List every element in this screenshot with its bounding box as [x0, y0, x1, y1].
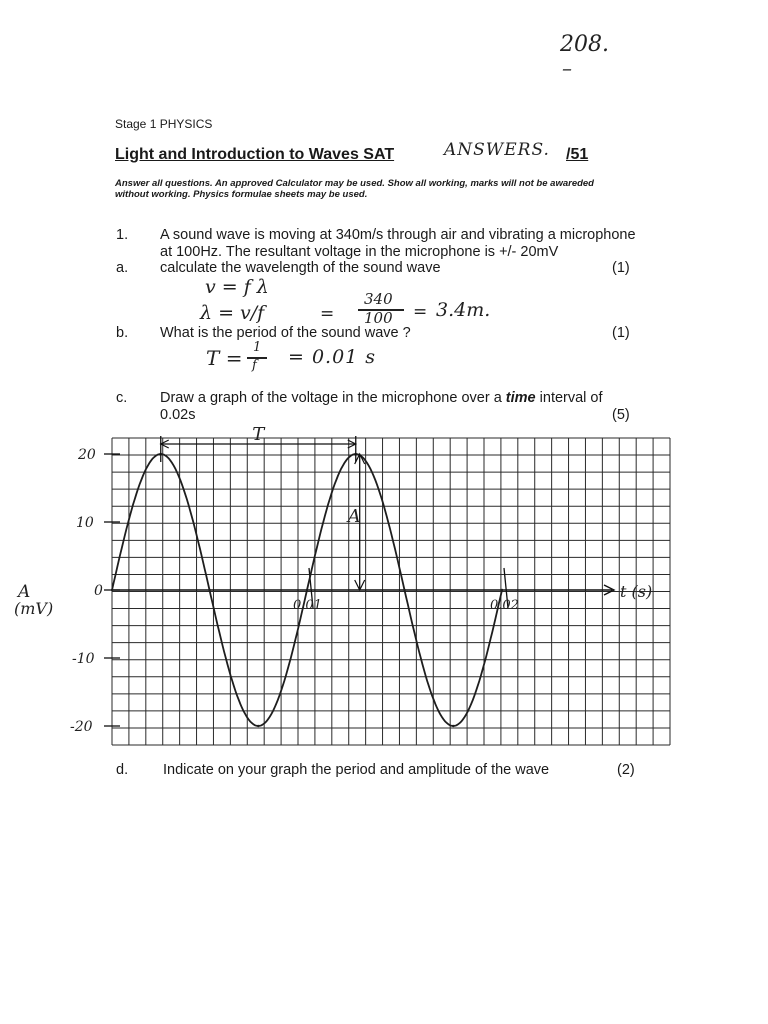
x-tick-label-0-01: 0.01 [293, 598, 322, 613]
part-a-eq-1: = [320, 304, 335, 324]
data-point [111, 589, 113, 591]
part-a-work-lhs: λ = v/f [200, 302, 265, 324]
x-axis-label: t (s) [620, 582, 653, 601]
part-a-result: 3.4m. [436, 299, 491, 321]
instructions-line-2: without working. Physics formulae sheets may be used. [115, 189, 368, 200]
part-a-work-1: v = f λ [205, 276, 269, 298]
part-b-result: = 0.01 s [288, 346, 377, 368]
part-a-frac-den: 100 [364, 309, 393, 327]
part-d-label: d. [116, 762, 129, 778]
graph-grid [112, 438, 670, 745]
part-c-text-pre: Draw a graph of the voltage in the microphone over a [160, 390, 506, 406]
part-a-marks: (1) [612, 260, 630, 276]
y-axis-label: A [18, 582, 31, 602]
x-tick-label-0-02: 0.02 [490, 598, 519, 613]
part-a-text: calculate the wavelength of the sound wave [160, 260, 441, 276]
part-b-marks: (1) [612, 325, 630, 341]
part-a-frac-num: 340 [364, 290, 393, 308]
part-b-label: b. [116, 325, 129, 341]
part-c-text-line-2: 0.02s [160, 407, 196, 423]
page-title: Light and Introduction to Waves SAT [115, 146, 395, 163]
part-b-text: What is the period of the sound wave ? [160, 325, 411, 341]
part-c-label: c. [116, 390, 128, 406]
amplitude-label: A [347, 506, 361, 527]
y-tick-label-10: 10 [76, 515, 94, 531]
data-point [452, 725, 454, 727]
part-b-frac-num: 1 [253, 340, 262, 355]
data-point [306, 589, 308, 591]
score-annotation: 208. [560, 32, 609, 57]
y-tick-label-neg10: -10 [72, 651, 95, 667]
total-marks: /51 [566, 146, 589, 163]
part-d-text: Indicate on your graph the period and amplitude of the wave [163, 762, 550, 778]
y-axis-unit: (mV) [14, 599, 54, 618]
graph-axes [104, 454, 614, 726]
part-c-text-post: interval of [535, 390, 603, 406]
question-1-number: 1. [116, 227, 129, 243]
data-point [403, 589, 405, 591]
part-d-marks: (2) [617, 762, 635, 778]
question-1-stem-2: at 100Hz. The resultant voltage in the microphone is +/- 20mV [160, 244, 559, 260]
data-point [208, 589, 210, 591]
y-tick-label-neg20: -20 [70, 719, 93, 735]
score-underline: – [562, 56, 572, 80]
course-label: Stage 1 PHYSICS [115, 117, 213, 131]
instructions-line-1: Answer all questions. An approved Calculator may be used. Show all working, marks will not be awareded [115, 178, 594, 189]
part-b-frac-den: f [252, 358, 257, 373]
y-tick-label-0: 0 [94, 583, 103, 599]
part-c-text-emphasis: time [505, 390, 536, 406]
question-1-stem-1: A sound wave is moving at 340m/s through air and vibrating a microphone [160, 227, 636, 243]
data-point [257, 725, 259, 727]
period-label: T [252, 424, 265, 445]
part-a-eq-2: = [413, 302, 428, 322]
graph-labels [14, 424, 652, 735]
data-point [501, 589, 503, 591]
answers-tag: ANSWERS. [444, 140, 550, 160]
part-a-label: a. [116, 260, 129, 276]
part-b-work-lhs: T = [206, 346, 243, 370]
y-tick-label-20: 20 [78, 447, 96, 463]
part-c-marks: (5) [612, 407, 630, 423]
